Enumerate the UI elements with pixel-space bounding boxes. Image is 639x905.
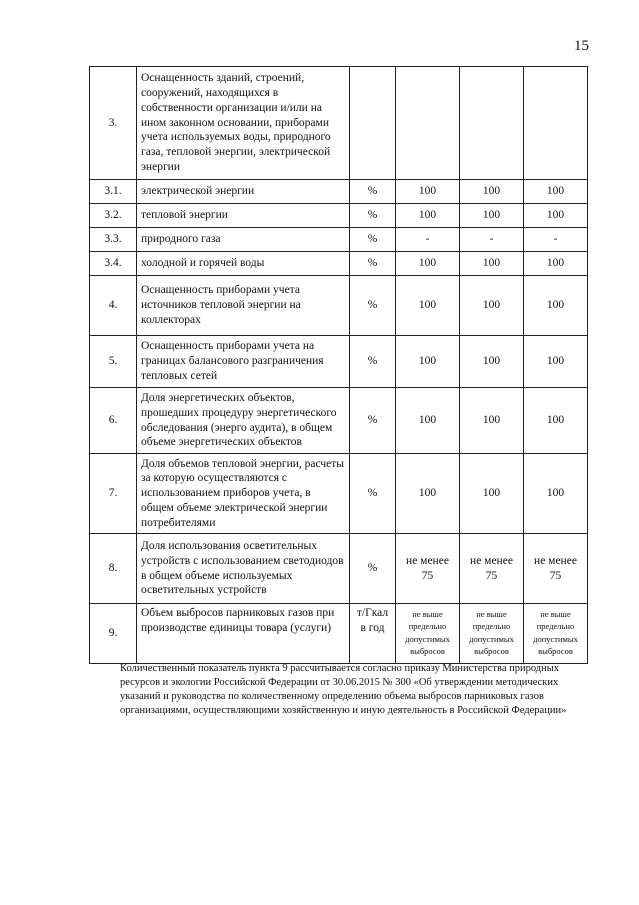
table-row [90, 454, 588, 534]
indicators-table [89, 66, 588, 664]
table-row [90, 252, 588, 276]
row-value-3: не менее 75 [524, 534, 588, 604]
row-value-2: не выше предельно допустимых выбросов [460, 604, 524, 664]
row-value-2: 100 [460, 180, 524, 204]
row-name: Доля использования осветительных устройств с использованием светодиодов в общем объеме используемых осветительных устройств [137, 534, 350, 604]
row-value-1: 100 [396, 252, 460, 276]
table-row [90, 276, 588, 336]
row-unit: % [350, 454, 396, 534]
row-name: Доля энергетических объектов, прошедших процедуру энергетического обследования (энерго аудита), в общем объеме энергетических объектов [137, 388, 350, 454]
table-row [90, 336, 588, 388]
row-name: Объем выбросов парниковых газов при производстве единицы товара (услуги) [137, 604, 350, 664]
row-unit: % [350, 252, 396, 276]
row-value-2: 100 [460, 388, 524, 454]
row-value-2: 100 [460, 252, 524, 276]
row-number: 6. [90, 388, 137, 454]
row-unit: % [350, 336, 396, 388]
row-unit: т/Гкал в год [350, 604, 396, 664]
row-value-1: 100 [396, 180, 460, 204]
table-row [90, 388, 588, 454]
row-number: 3.2. [90, 204, 137, 228]
row-value-2: 100 [460, 204, 524, 228]
row-number: 3. [90, 67, 137, 180]
row-value-2: 100 [460, 276, 524, 336]
row-name: Оснащенность зданий, строений, сооружений, находящихся в собственности организации и/или на ином законном основании, приборами учета используемых воды, природного газа, тепловой энергии, электрической энергии [137, 67, 350, 180]
row-name: Доля объемов тепловой энергии, расчеты за которую осуществляются с использованием приборов учета, в общем объеме электрической энергии потребителями [137, 454, 350, 534]
row-number: 7. [90, 454, 137, 534]
row-value-2 [460, 67, 524, 180]
row-number: 8. [90, 534, 137, 604]
row-name: Оснащенность приборами учета источников тепловой энергии на коллекторах [137, 276, 350, 336]
row-value-1: не менее 75 [396, 534, 460, 604]
row-value-2: 100 [460, 454, 524, 534]
row-value-2: 100 [460, 336, 524, 388]
row-value-3: - [524, 228, 588, 252]
table-row [90, 67, 588, 180]
row-value-3: 100 [524, 336, 588, 388]
row-value-1: - [396, 228, 460, 252]
row-value-3: 100 [524, 454, 588, 534]
row-name: холодной и горячей воды [137, 252, 350, 276]
row-number: 3.4. [90, 252, 137, 276]
row-unit: % [350, 388, 396, 454]
row-unit: % [350, 228, 396, 252]
row-name: электрической энергии [137, 180, 350, 204]
row-unit: % [350, 276, 396, 336]
table-row [90, 534, 588, 604]
row-value-1: не выше предельно допустимых выбросов [396, 604, 460, 664]
row-value-3: 100 [524, 252, 588, 276]
row-number: 3.3. [90, 228, 137, 252]
footnote: Количественный показатель пункта 9 рассчитывается согласно приказу Министерства природных ресурсов и экологии Российской Федерации от 30.06.2015 № 300 «Об утверждении методических указаний и руководства по количественному определению объема выбросов парниковых газов организациями, осуществляющими хозяйственную и иную деятельность в Российской Федерации» [120, 663, 567, 716]
row-number: 9. [90, 604, 137, 664]
row-value-2: - [460, 228, 524, 252]
row-unit: % [350, 204, 396, 228]
row-number: 4. [90, 276, 137, 336]
table-row [90, 180, 588, 204]
row-value-3: не выше предельно допустимых выбросов [524, 604, 588, 664]
table-row [90, 604, 588, 664]
row-value-3: 100 [524, 388, 588, 454]
row-name: природного газа [137, 228, 350, 252]
row-value-1: 100 [396, 454, 460, 534]
row-name: тепловой энергии [137, 204, 350, 228]
row-value-1: 100 [396, 336, 460, 388]
row-unit: % [350, 534, 396, 604]
row-number: 3.1. [90, 180, 137, 204]
row-value-1 [396, 67, 460, 180]
row-value-3: 100 [524, 180, 588, 204]
row-value-1: 100 [396, 388, 460, 454]
row-unit [350, 67, 396, 180]
row-value-1: 100 [396, 276, 460, 336]
row-unit: % [350, 180, 396, 204]
row-value-3 [524, 67, 588, 180]
row-value-3: 100 [524, 276, 588, 336]
row-value-1: 100 [396, 204, 460, 228]
table-row [90, 228, 588, 252]
row-number: 5. [90, 336, 137, 388]
row-name: Оснащенность приборами учета на границах балансового разграничения тепловых сетей [137, 336, 350, 388]
page-number: 15 [574, 38, 589, 54]
row-value-3: 100 [524, 204, 588, 228]
row-value-2: не менее 75 [460, 534, 524, 604]
table-row [90, 204, 588, 228]
